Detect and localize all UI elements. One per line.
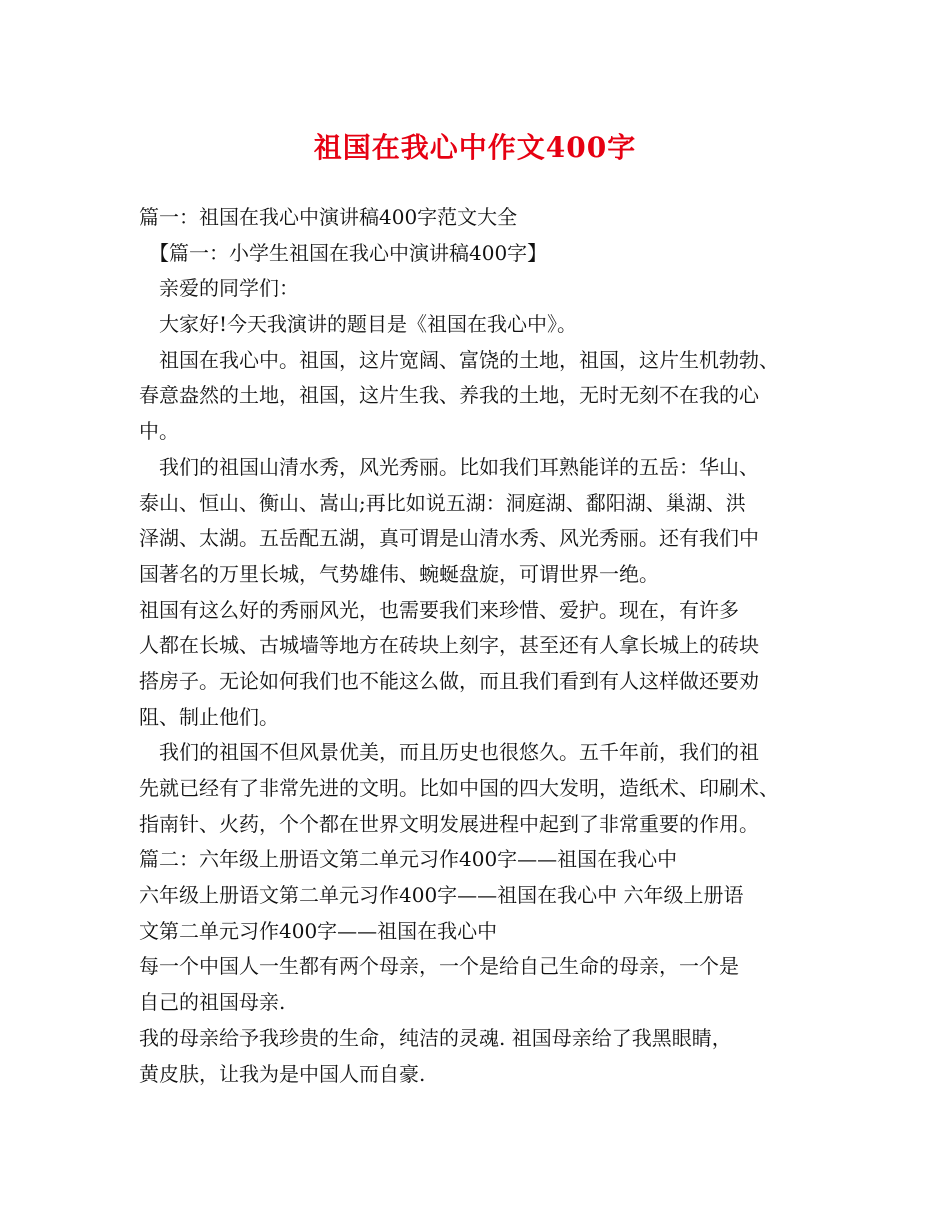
text-line: 中。 xyxy=(139,419,179,444)
text-line: 篇一：祖国在我心中演讲稿400字范文大全 xyxy=(139,205,518,229)
text-line: 泽湖、太湖。五岳配五湖，真可谓是山清水秀、风光秀丽。还有我们中 xyxy=(139,526,759,551)
text-line: 亲爱的同学们： xyxy=(139,276,299,301)
document-body xyxy=(139,200,823,1092)
text-line: 篇二：六年级上册语文第二单元习作400字——祖国在我心中 xyxy=(139,847,678,872)
text-line: 黄皮肤，让我为是中国人而自豪. xyxy=(139,1061,426,1086)
text-line: 我的母亲给予我珍贵的生命，纯洁的灵魂. 祖国母亲给了我黑眼睛， xyxy=(139,1025,732,1050)
text-line: 六年级上册语文第二单元习作400字——祖国在我心中 六年级上册语 xyxy=(139,883,744,908)
text-line: 阻、制止他们。 xyxy=(139,704,279,729)
document-title: 祖国在我心中作文400字 xyxy=(313,131,637,164)
text-line: 春意盎然的土地，祖国，这片生我、养我的土地，无时无刻不在我的心 xyxy=(139,383,759,408)
text-line: 指南针、火药，个个都在世界文明发展进程中起到了非常重要的作用。 xyxy=(139,811,759,836)
text-line: 搭房子。无论如何我们也不能这么做，而且我们看到有人这样做还要劝 xyxy=(139,668,759,693)
text-line: 泰山、恒山、衡山、嵩山;再比如说五湖：洞庭湖、鄱阳湖、巢湖、洪 xyxy=(139,490,746,515)
text-line: 文第二单元习作400字——祖国在我心中 xyxy=(139,918,498,943)
text-line: 祖国在我心中。祖国，这片宽阔、富饶的土地，祖国，这片生机勃勃、 xyxy=(139,347,779,372)
text-line: 国著名的万里长城，气势雄伟、蜿蜒盘旋，可谓世界一绝。 xyxy=(139,561,659,586)
text-line: 我们的祖国山清水秀，风光秀丽。比如我们耳熟能详的五岳：华山、 xyxy=(139,454,759,479)
text-line: 大家好!今天我演讲的题目是《祖国在我心中》。 xyxy=(139,312,578,337)
text-line: 每一个中国人一生都有两个母亲，一个是给自己生命的母亲，一个是 xyxy=(139,954,739,979)
text-line: 自己的祖国母亲. xyxy=(139,990,286,1015)
text-line: 人都在长城、古城墙等地方在砖块上刻字，甚至还有人拿长城上的砖块 xyxy=(139,633,759,658)
text-line: 我们的祖国不但风景优美，而且历史也很悠久。五千年前，我们的祖 xyxy=(139,740,759,765)
text-line: 先就已经有了非常先进的文明。比如中国的四大发明，造纸术、印刷术、 xyxy=(139,776,779,800)
text-line: 【篇一：小学生祖国在我心中演讲稿400字】 xyxy=(139,240,548,265)
text-line: 祖国有这么好的秀丽风光，也需要我们来珍惜、爱护。现在，有许多 xyxy=(139,597,739,622)
